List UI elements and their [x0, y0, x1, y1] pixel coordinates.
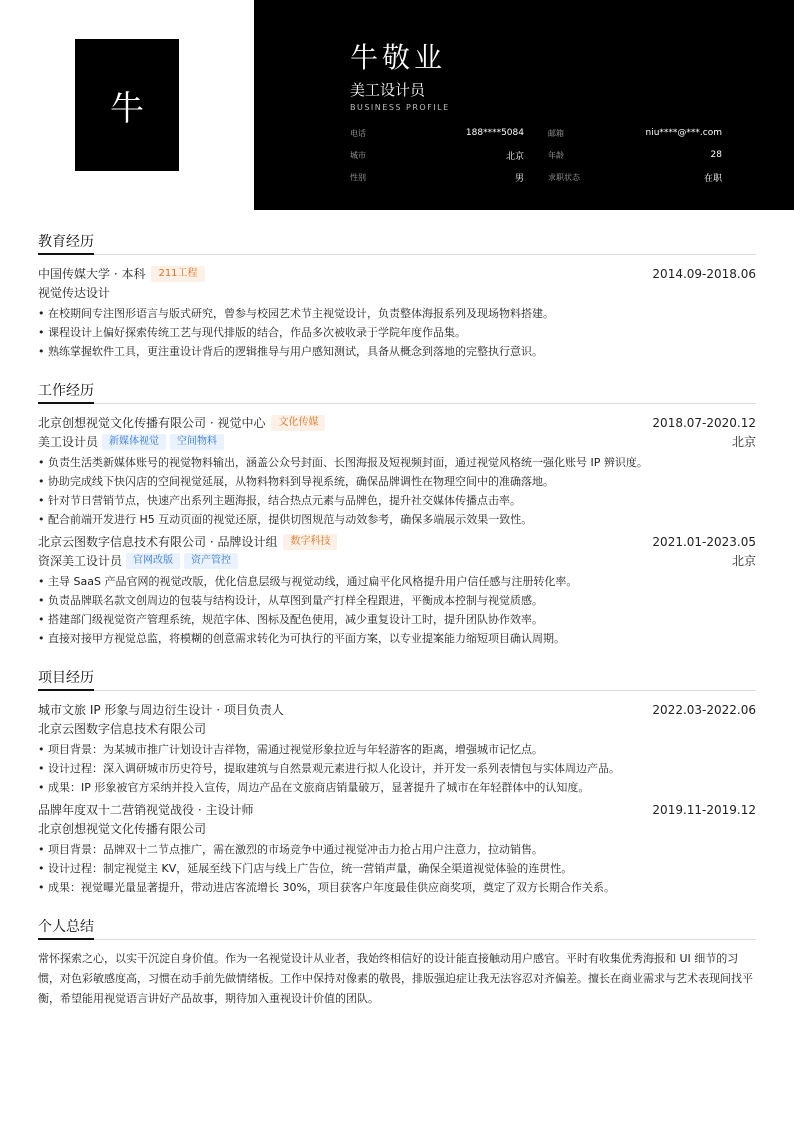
job-position-row	[38, 432, 756, 451]
project-date: 2022.03-2022.06	[652, 702, 756, 717]
skill-tag: 新媒体视觉	[102, 434, 166, 450]
job-position-row	[38, 551, 756, 570]
list-item: • 设计过程：制定视觉主 KV，延展至线下门店与线上广告位，统一营销声量，确保全渠道视觉体验的连贯性。	[38, 862, 756, 876]
education-bullets	[38, 307, 756, 359]
info-value: 188****5084	[465, 128, 524, 138]
major-row	[38, 283, 756, 302]
info-value: 北京	[505, 151, 524, 162]
section-header	[38, 377, 756, 404]
list-item: • 在校期间专注图形语言与版式研究，曾参与校园艺术节主视觉设计，负责整体海报系列及现场物料搭建。	[38, 307, 756, 321]
list-item: • 针对节日营销节点，快速产出系列主题海报，结合热点元素与品牌色，提升社交媒体传播点击率。	[38, 494, 756, 508]
summary-section	[38, 913, 756, 1009]
school-name: 中国传媒大学 · 本科	[38, 267, 146, 281]
info-value: niu****@***.com	[645, 128, 722, 138]
summary-text: 常怀探索之心，以实干沉淀自身价值。作为一名视觉设计从业者，我始终相信好的设计能直接触动用户感官。平时有收集优秀海报和 UI 细节的习惯，对色彩敏感度高，习惯在动手前先做情绪板。工作中保持对像素的敬畏，排版强迫症让我无法容忍对齐偏差。擅长在商业需求与艺术表现间找平衡，希望能用视觉语言讲好产品故事，期待加入重视设计价值的团队。	[38, 952, 753, 1005]
job-header	[38, 532, 756, 551]
skill-tag: 空间物料	[170, 434, 224, 450]
list-item: • 成果：视觉曝光量显著提升，带动进店客流增长 30%，项目获客户年度最佳供应商奖项，奠定了双方长期合作关系。	[38, 881, 756, 895]
info-job-status	[548, 166, 722, 188]
project-entry	[38, 700, 756, 795]
project-entry	[38, 800, 756, 895]
info-label: 年龄	[548, 150, 564, 160]
project-org-row	[38, 819, 756, 838]
info-value: 28	[710, 150, 722, 160]
project-bullets	[38, 743, 756, 795]
list-item: • 设计过程：深入调研城市历史符号，提取建筑与自然景观元素进行拟人化设计，并开发一系列表情包与实体周边产品。	[38, 762, 756, 776]
candidate-role: 美工设计员	[350, 81, 426, 99]
list-item: • 项目背景：品牌双十二节点推广，需在激烈的市场竞争中通过视觉冲击力抢占用户注意力，拉动销售。	[38, 843, 756, 857]
job-city: 北京	[731, 435, 756, 449]
job-header	[38, 413, 756, 432]
project-header	[38, 700, 756, 719]
company-name: 北京创想视觉文化传播有限公司 · 视觉中心	[38, 416, 266, 430]
section-header	[38, 228, 756, 255]
project-org: 北京云图数字信息技术有限公司	[38, 722, 207, 736]
section-title: 项目经历	[38, 664, 94, 691]
skill-tag: 官网改版	[126, 553, 180, 569]
list-item: • 直接对接甲方视觉总监，将模糊的创意需求转化为可执行的平面方案，以专业提案能力缩短项目确认周期。	[38, 632, 756, 646]
info-email	[548, 122, 722, 144]
project-name: 城市文旅 IP 形象与周边衍生设计 · 项目负责人	[38, 703, 284, 717]
job-date: 2018.07-2020.12	[652, 415, 756, 430]
info-value: 在职	[703, 173, 722, 184]
candidate-name: 牛敬业	[350, 41, 447, 74]
project-org-row	[38, 719, 756, 738]
info-label: 求职状态	[548, 172, 580, 182]
company-tag: 文化传媒	[271, 415, 325, 431]
company-tag: 数字科技	[283, 534, 337, 550]
list-item: • 项目背景：为某城市推广计划设计吉祥物，需通过视觉形象拉近与年轻游客的距离，增强城市记忆点。	[38, 743, 756, 757]
info-phone	[350, 122, 524, 144]
info-label: 城市	[350, 150, 366, 160]
job-city: 北京	[731, 554, 756, 568]
list-item: • 成果：IP 形象被官方采纳并投入宣传，周边产品在文旅商店销量破万，显著提升了城市在年轻群体中的认知度。	[38, 781, 756, 795]
list-item: • 负责品牌联名款文创周边的包装与结构设计，从草图到量产打样全程跟进，平衡成本控制与视觉质感。	[38, 594, 756, 608]
resume-content	[38, 228, 756, 1009]
major: 视觉传达设计	[38, 286, 111, 300]
skill-tag: 资产管控	[184, 553, 238, 569]
job-position: 资深美工设计员	[38, 554, 123, 568]
list-item: • 课程设计上偏好探索传统工艺与现代排版的结合，作品多次被收录于学院年度作品集。	[38, 326, 756, 340]
education-section	[38, 228, 756, 359]
education-date: 2014.09-2018.06	[652, 266, 756, 281]
project-date: 2019.11-2019.12	[652, 802, 756, 817]
section-header	[38, 664, 756, 691]
section-header	[38, 913, 756, 940]
list-item: • 协助完成线下快闪店的空间视觉延展，从物料物料到导视系统，确保品牌调性在物理空间中的准确落地。	[38, 475, 756, 489]
project-header	[38, 800, 756, 819]
section-title: 个人总结	[38, 913, 94, 940]
job-entry	[38, 532, 756, 646]
info-label: 邮箱	[548, 128, 564, 138]
project-org: 北京创想视觉文化传播有限公司	[38, 822, 207, 836]
list-item: • 搭建部门级视觉资产管理系统，规范字体、图标及配色使用，减少重复设计工时，提升团队协作效率。	[38, 613, 756, 627]
list-item: • 熟练掌握软件工具，更注重设计背后的逻辑推导与用户感知测试，具备从概念到落地的完整执行意识。	[38, 345, 756, 359]
school-tag: 211工程	[151, 266, 204, 282]
section-title: 教育经历	[38, 228, 94, 255]
projects-section	[38, 664, 756, 895]
info-city	[350, 144, 524, 166]
contact-info-grid	[350, 122, 722, 188]
header-left-panel	[0, 0, 254, 210]
education-entry-header	[38, 264, 756, 283]
header-right-panel	[254, 0, 794, 210]
section-title: 工作经历	[38, 377, 94, 404]
info-age	[548, 144, 722, 166]
list-item: • 配合前端开发进行 H5 互动页面的视觉还原，提供切图规范与动效参考，确保多端展示效果一致性。	[38, 513, 756, 527]
info-gender	[350, 166, 524, 188]
job-bullets	[38, 575, 756, 646]
avatar	[75, 39, 179, 171]
company-name: 北京云图数字信息技术有限公司 · 品牌设计组	[38, 535, 278, 549]
job-date: 2021.01-2023.05	[652, 534, 756, 549]
info-label: 性别	[350, 172, 366, 182]
list-item: • 主导 SaaS 产品官网的视觉改版，优化信息层级与视觉动线，通过扁平化风格提升用户信任感与注册转化率。	[38, 575, 756, 589]
info-value: 男	[514, 173, 524, 184]
job-entry	[38, 413, 756, 527]
work-section	[38, 377, 756, 646]
job-bullets	[38, 456, 756, 527]
list-item: • 负责生活类新媒体账号的视觉物料输出，涵盖公众号封面、长图海报及短视频封面，通过视觉风格统一强化账号 IP 辨识度。	[38, 456, 756, 470]
avatar-initial: 牛	[110, 88, 144, 129]
project-name: 品牌年度双十二营销视觉战役 · 主设计师	[38, 803, 254, 817]
profile-tagline: BUSINESS PROFILE	[350, 103, 450, 112]
job-position: 美工设计员	[38, 435, 99, 449]
info-label: 电话	[350, 128, 366, 138]
project-bullets	[38, 843, 756, 895]
